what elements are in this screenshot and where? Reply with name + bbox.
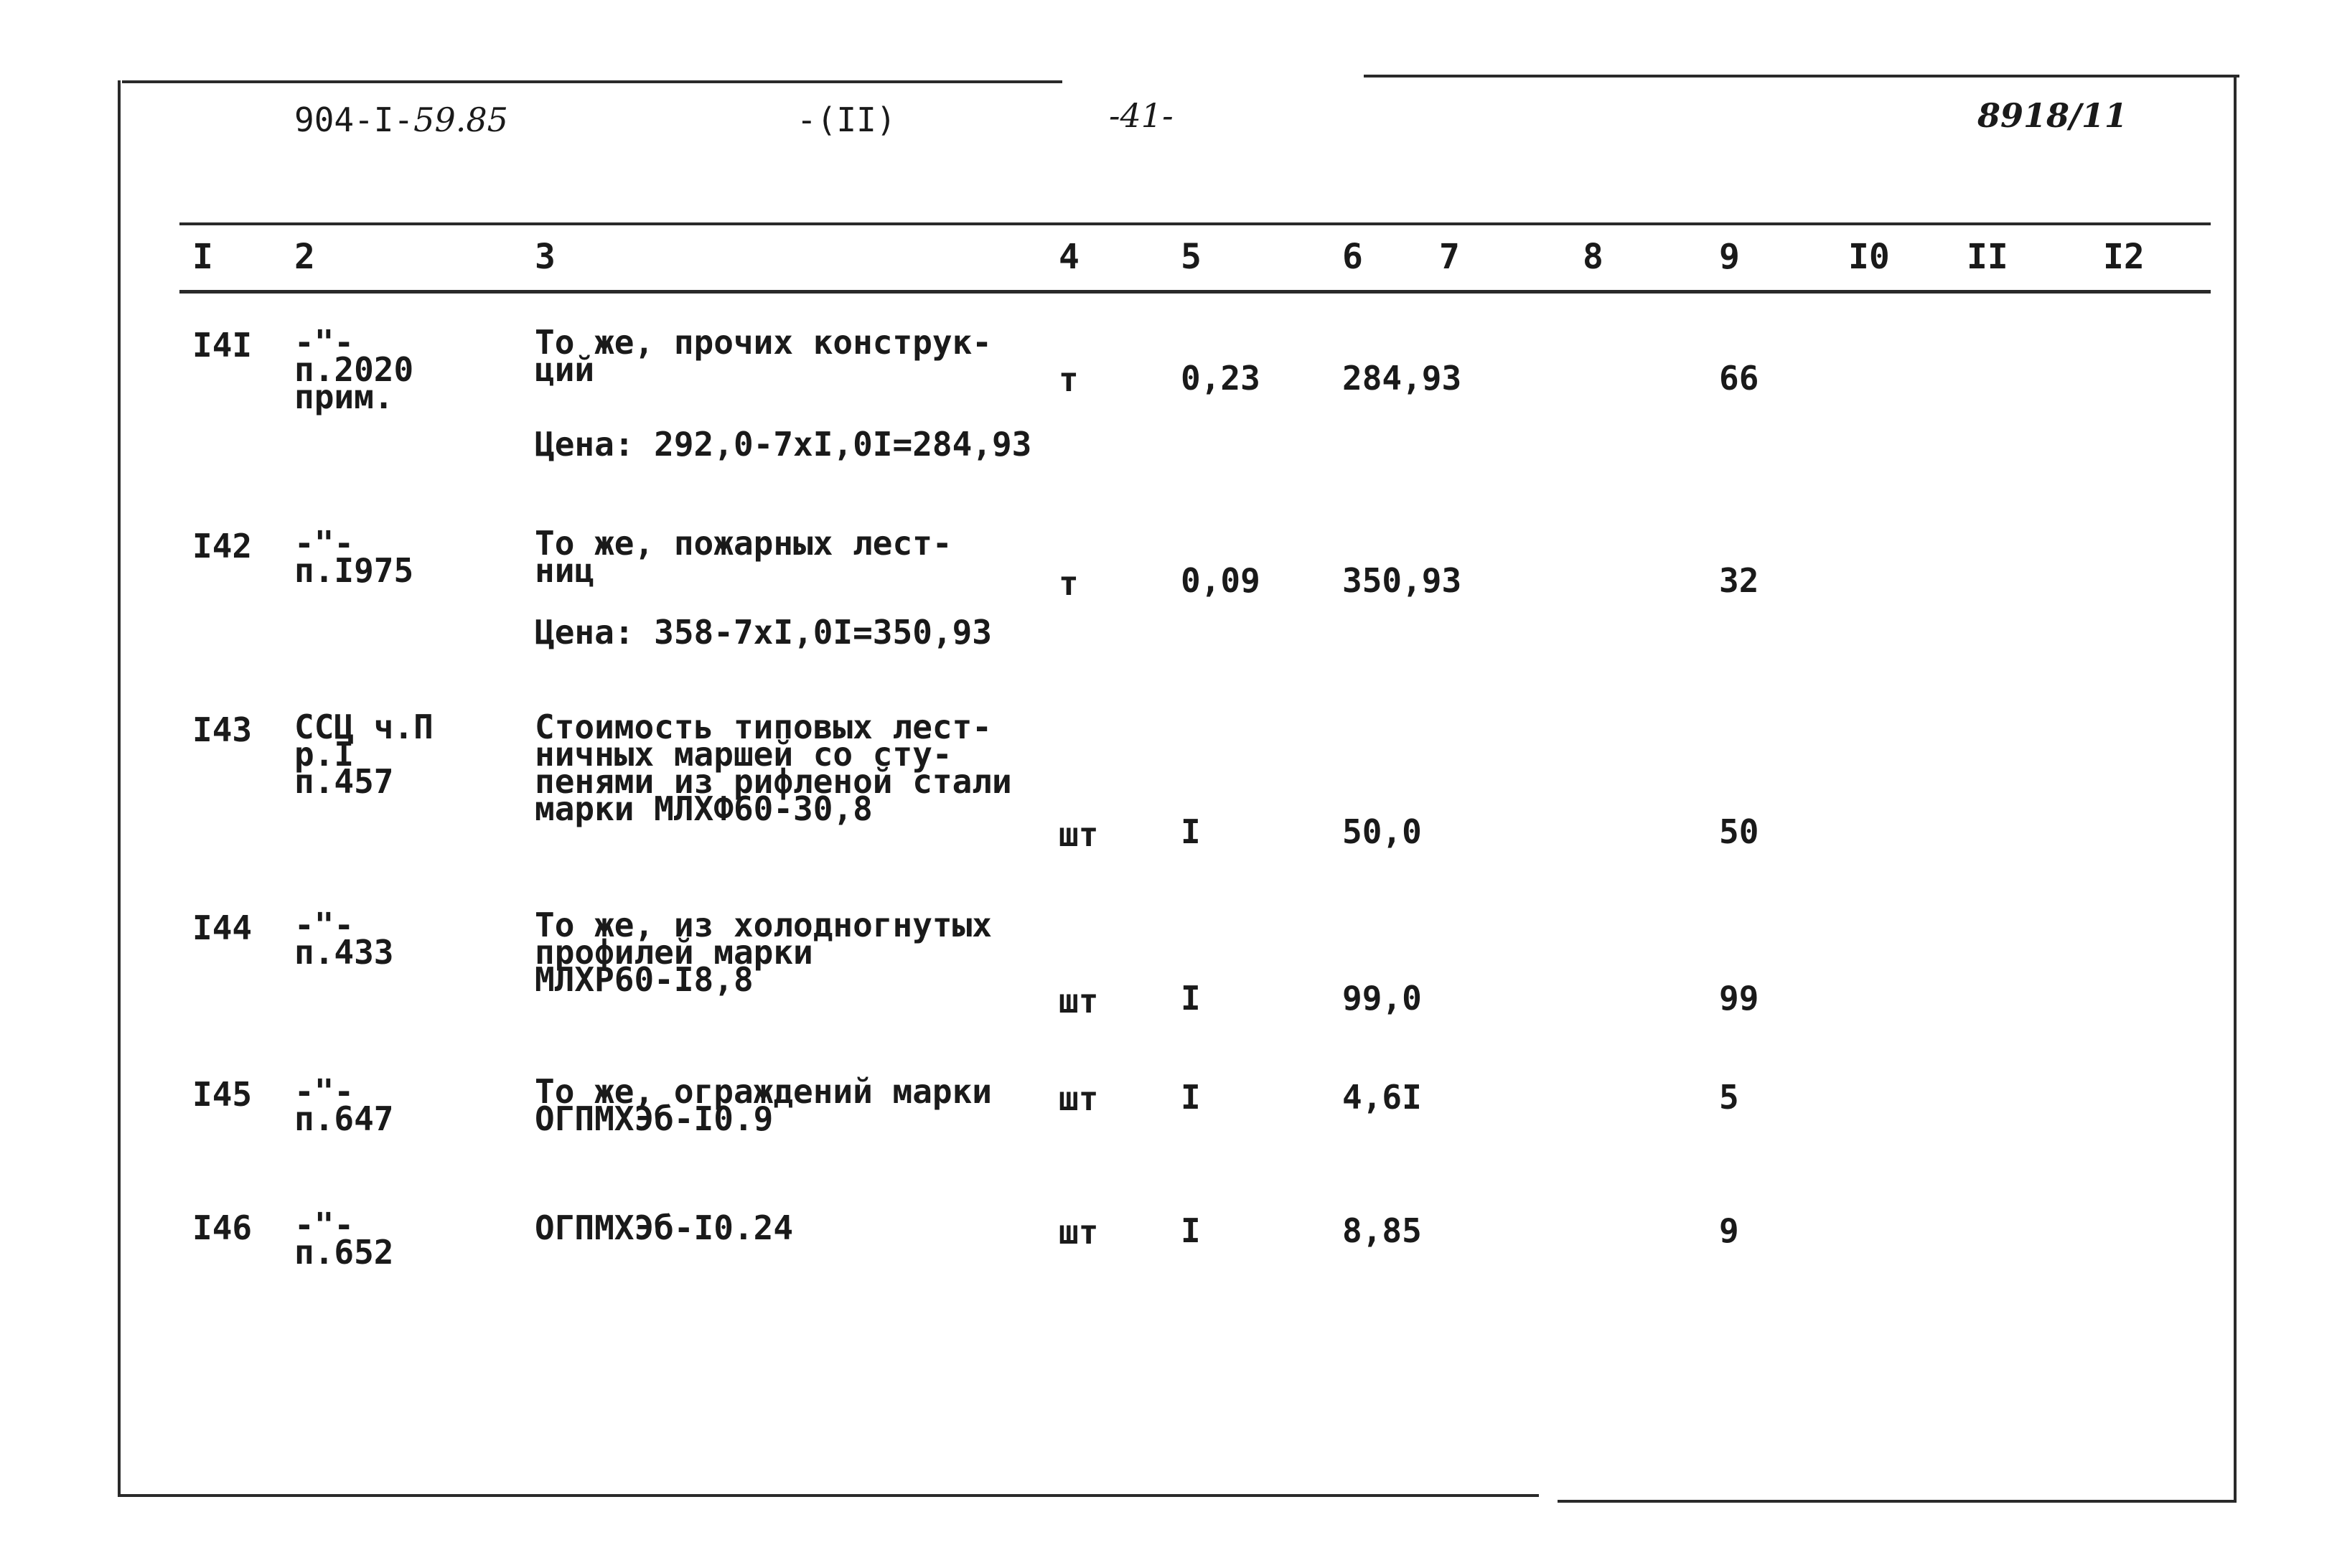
row-description: То же, из холодногнутых профилей марки МЛХР60-I8,8 [535, 906, 992, 999]
frame-top-line [122, 80, 1062, 83]
row-unit-price: 4,6I [1342, 1078, 1422, 1117]
page-number: -41- [1109, 96, 1174, 135]
row-unit: т [1059, 360, 1079, 399]
row-quantity: I [1181, 1211, 1201, 1250]
row-reference: -"- п.I975 [294, 524, 414, 590]
column-header-10: I0 [1848, 237, 1890, 277]
row-quantity: 0,09 [1181, 561, 1260, 600]
row-reference: -"- п.652 [294, 1206, 394, 1272]
row-reference: -"- п.2020 прим. [294, 323, 414, 416]
row-total: 5 [1719, 1078, 1739, 1117]
row-description: Стоимость типовых лест- ничных маршей со сту- пенями из рифленой стали марки МЛХФ60-30,8 [535, 708, 1012, 828]
column-header-2: 2 [294, 237, 315, 277]
part-number: -(II) [797, 100, 896, 139]
row-total: 32 [1719, 561, 1759, 600]
row-quantity: I [1181, 1078, 1201, 1117]
row-description: То же, прочих конструк- ций [535, 323, 992, 389]
column-header-3: 3 [535, 237, 556, 277]
row-quantity: I [1181, 812, 1201, 851]
row-number: I44 [192, 909, 253, 947]
row-unit: шт [1059, 1213, 1099, 1252]
column-header-12: I2 [2103, 237, 2145, 277]
row-number: I43 [192, 710, 253, 749]
row-unit-price: 350,93 [1342, 561, 1462, 600]
frame-bottom-line-right [1558, 1500, 2237, 1503]
frame-bottom-line [118, 1494, 1539, 1497]
sheet-number: 8918/11 [1977, 96, 2127, 135]
frame-right-line [2234, 75, 2237, 1503]
document-code-handwritten: 59.85 [413, 100, 508, 139]
row-total: 99 [1719, 979, 1759, 1018]
row-unit: шт [1059, 1079, 1099, 1118]
document-code [294, 100, 508, 139]
row-number: I45 [192, 1075, 253, 1114]
column-header-6: 6 [1342, 237, 1363, 277]
row-description: ОГПМХЭб-I0.24 [535, 1208, 794, 1247]
row-reference: ССЦ ч.П р.I п.457 [294, 708, 434, 801]
row-reference: -"- п.647 [294, 1072, 394, 1138]
row-unit-price: 284,93 [1342, 359, 1462, 398]
row-unit-price: 99,0 [1342, 979, 1422, 1018]
column-header-4: 4 [1059, 237, 1080, 277]
document-code-prefix: 904-I- [294, 100, 414, 139]
frame-left-line [118, 80, 121, 1494]
row-total: 50 [1719, 812, 1759, 851]
row-description: То же, ограждений марки ОГПМХЭб-I0.9 [535, 1072, 992, 1138]
frame-top-line-right [1364, 75, 2239, 78]
column-header-7: 7 [1439, 237, 1460, 277]
row-total: 66 [1719, 359, 1759, 398]
row-quantity: I [1181, 979, 1201, 1018]
row-unit-price: 8,85 [1342, 1211, 1422, 1250]
row-unit-price: 50,0 [1342, 812, 1422, 851]
column-header-9: 9 [1719, 237, 1740, 277]
column-header-1: I [192, 237, 213, 277]
row-number: I42 [192, 527, 253, 565]
column-header-5: 5 [1181, 237, 1202, 277]
row-description: То же, пожарных лест- ниц [535, 524, 952, 590]
column-header-11: II [1967, 237, 2008, 277]
row-quantity: 0,23 [1181, 359, 1260, 398]
row-number: I4I [192, 326, 253, 365]
column-header-bottom-rule [179, 290, 2211, 294]
row-unit: шт [1059, 982, 1099, 1020]
row-number: I46 [192, 1208, 253, 1247]
row-unit: шт [1059, 815, 1099, 854]
row-reference: -"- п.433 [294, 906, 394, 972]
row-price-note: Цена: 358-7хI,0I=350,93 [535, 613, 992, 652]
column-header-top-rule [179, 222, 2211, 225]
row-total: 9 [1719, 1211, 1739, 1250]
row-unit: т [1059, 564, 1079, 603]
column-header-8: 8 [1583, 237, 1603, 277]
row-price-note: Цена: 292,0-7хI,0I=284,93 [535, 425, 1032, 464]
